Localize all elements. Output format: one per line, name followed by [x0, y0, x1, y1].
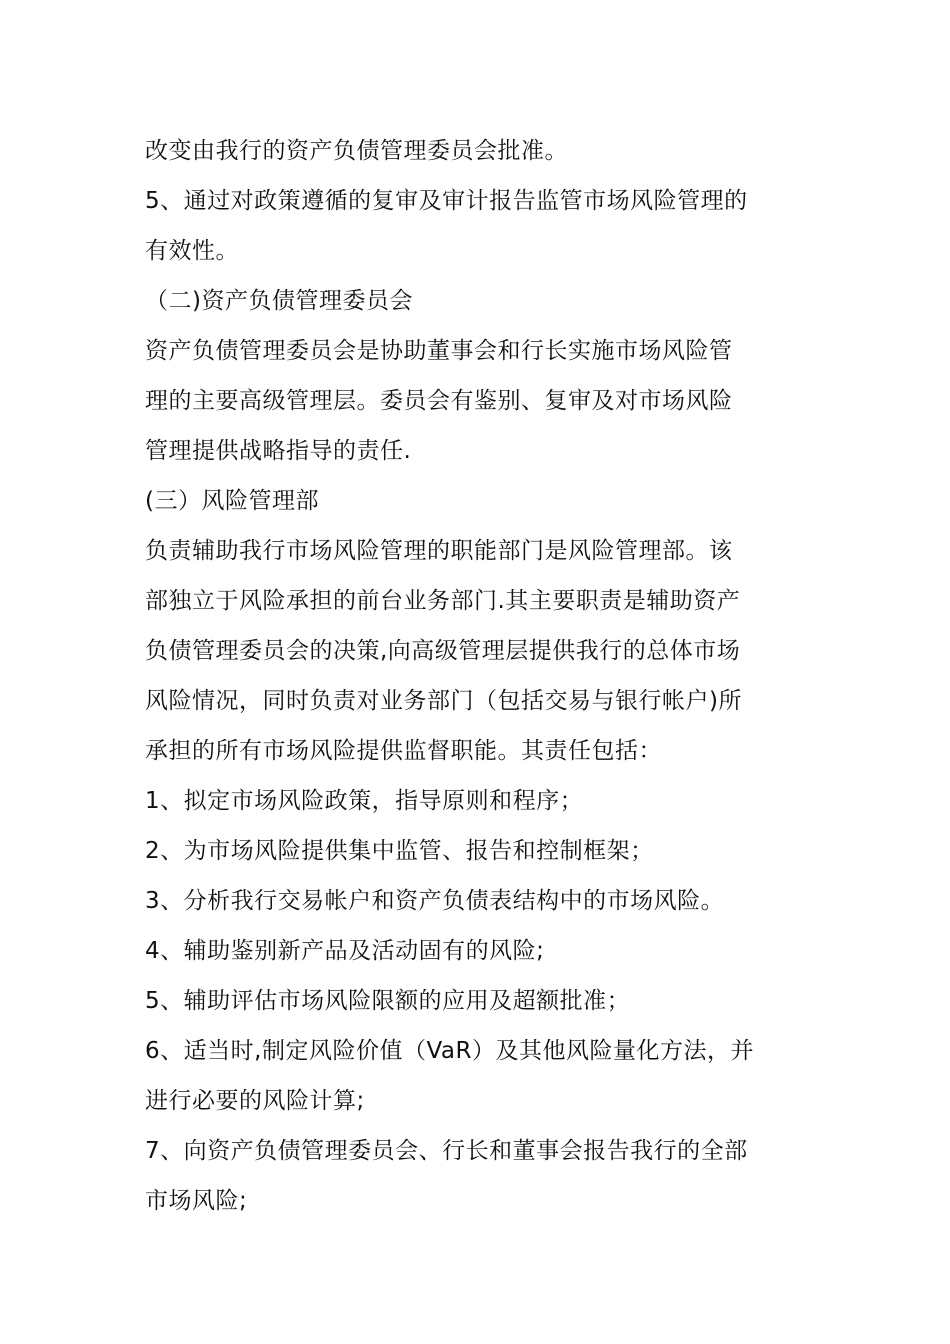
text-line: 理的主要高级管理层。委员会有鉴别、复审及对市场风险: [145, 388, 733, 414]
text-line: 部独立于风险承担的前台业务部门.其主要职责是辅助资产: [145, 588, 741, 614]
section-heading: （二)资产负债管理委员会: [145, 288, 413, 314]
list-item: 5、辅助评估市场风险限额的应用及超额批准；: [145, 988, 631, 1014]
text-line: 负债管理委员会的决策,向高级管理层提供我行的总体市场: [145, 638, 741, 664]
text-line: 改变由我行的资产负债管理委员会批准。: [145, 138, 568, 164]
text-line: 承担的所有市场风险提供监督职能。其责任包括：: [145, 738, 662, 764]
section-heading: (三）风险管理部: [145, 488, 319, 514]
text-line: 管理提供战略指导的责任.: [145, 438, 412, 464]
document-body: [145, 126, 810, 1226]
list-item: 1、拟定市场风险政策，指导原则和程序；: [145, 788, 584, 814]
list-item: 6、适当时,制定风险价值（VaR）及其他风险量化方法，并: [145, 1038, 754, 1064]
text-line: 有效性。: [145, 238, 239, 264]
list-item: 4、辅助鉴别新产品及活动固有的风险;: [145, 938, 545, 964]
list-item: 3、分析我行交易帐户和资产负债表结构中的市场风险。: [145, 888, 725, 914]
list-item: 2、为市场风险提供集中监管、报告和控制框架；: [145, 838, 654, 864]
text-line: 进行必要的风险计算;: [145, 1088, 365, 1114]
text-line: 5、通过对政策遵循的复审及审计报告监管市场风险管理的: [145, 188, 748, 214]
text-line: 风险情况，同时负责对业务部门（包括交易与银行帐户)所: [145, 688, 742, 714]
text-line: 负责辅助我行市场风险管理的职能部门是风险管理部。该: [145, 538, 733, 564]
list-item: 7、向资产负债管理委员会、行长和董事会报告我行的全部: [145, 1138, 748, 1164]
text-line: 市场风险;: [145, 1188, 248, 1214]
text-line: 资产负债管理委员会是协助董事会和行长实施市场风险管: [145, 338, 733, 364]
